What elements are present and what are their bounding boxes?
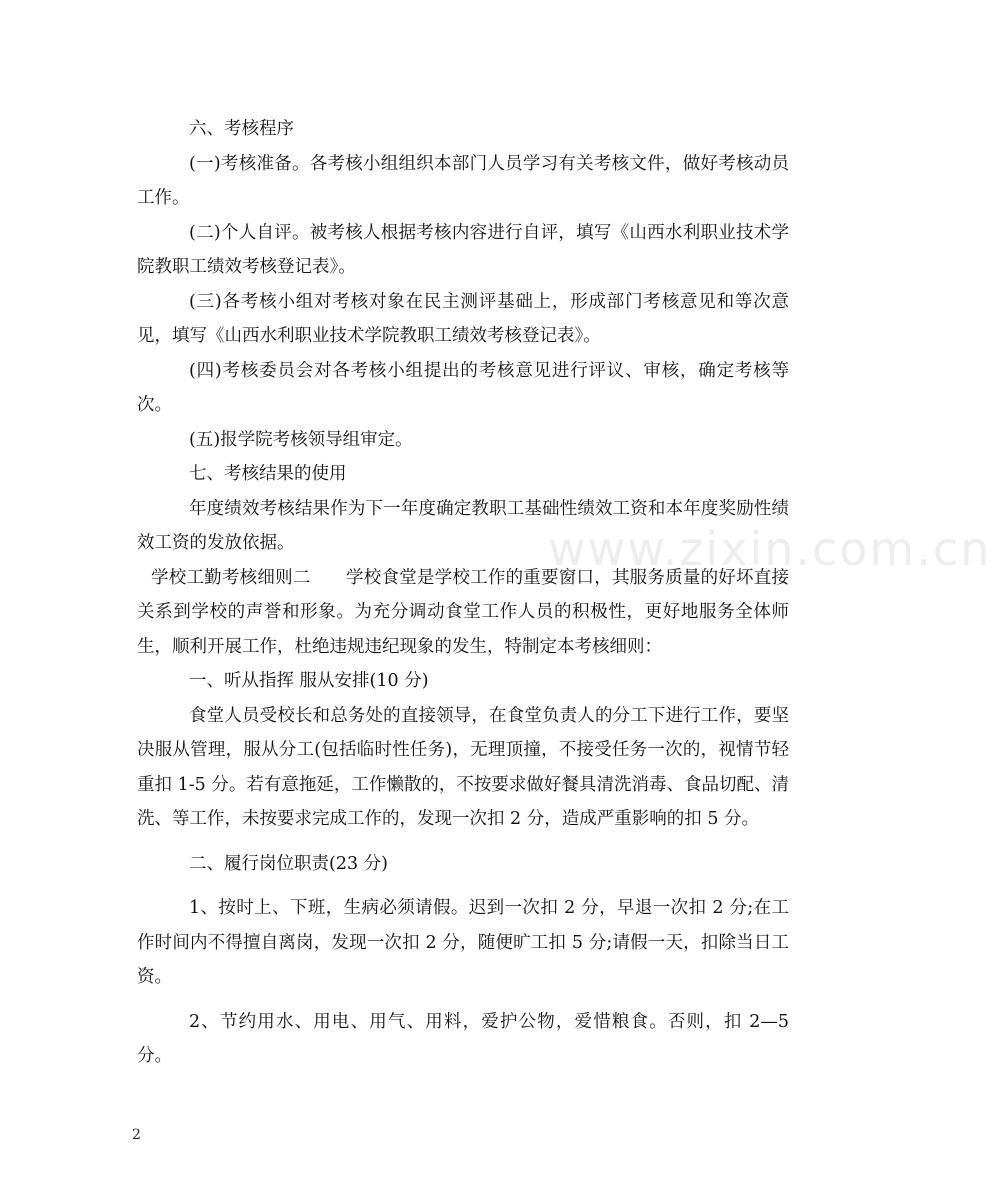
- heading-result-usage: 七、考核结果的使用: [189, 464, 347, 484]
- paragraph-duty-conservation: 2、节约用水、用电、用气、用料，爱护公物，爱惜粮食。否则，扣 2—5 分。: [137, 1011, 789, 1066]
- paragraph-self-evaluation: (二)个人自评。被考核人根据考核内容进行自评，填写《山西水利职业技术学院教职工绩效考核登记表》。: [137, 222, 789, 277]
- heading-assessment-procedure: 六、考核程序: [189, 119, 294, 139]
- paragraph-preparation: (一)考核准备。各考核小组组织本部门人员学习有关考核文件，做好考核动员工作。: [137, 153, 789, 208]
- paragraph-committee-review: (四)考核委员会对各考核小组提出的考核意见进行评议、审核，确定考核等次。: [137, 360, 789, 415]
- document-body: [137, 112, 789, 1074]
- paragraph-group-assessment: (三)各考核小组对考核对象在民主测评基础上，形成部门考核意见和等次意见，填写《山西水利职业技术学院教职工绩效考核登记表》。: [137, 291, 789, 346]
- watermark: www.zixin.com.cn: [548, 522, 991, 576]
- paragraph-duty-attendance: 1、按时上、下班，生病必须请假。迟到一次扣 2 分，早退一次扣 2 分;在工作时间内不得擅自离岗，发现一次扣 2 分，随便旷工扣 5 分;请假一天，扣除当日工资。: [137, 898, 789, 987]
- paragraph-leadership-approval: (五)报学院考核领导组审定。: [189, 429, 413, 450]
- page-number: 2: [132, 1127, 141, 1143]
- paragraph-canteen-intro: 学校工勤考核细则二 学校食堂是学校工作的重要窗口，其服务质量的好坏直接关系到学校的声誉和形象。为充分调动食堂工作人员的积极性，更好地服务全体师生，顺利开展工作，杜绝违规违纪现象的发生，特制定本考核细则：: [137, 567, 789, 657]
- heading-job-duties: 二、履行岗位职责(23 分): [189, 853, 388, 874]
- paragraph-obey-command: 食堂人员受校长和总务处的直接领导，在食堂负责人的分工下进行工作，要坚决服从管理，服从分工(包括临时性任务)，无理顶撞，不接受任务一次的，视情节轻重扣 1-5 分。若有意拖延，工作懒散的，不按要求做好餐具清洗消毒、食品切配、清洗、等工作，未按要求完成工作的，发现一次扣 2 分，造成严重影响的扣 5 分。: [137, 705, 789, 829]
- heading-obey-command: 一、听从指挥 服从安排(10 分): [189, 671, 429, 691]
- paragraph-result-usage: 年度绩效考核结果作为下一年度确定教职工基础性绩效工资和本年度奖励性绩效工资的发放依据。: [137, 498, 789, 553]
